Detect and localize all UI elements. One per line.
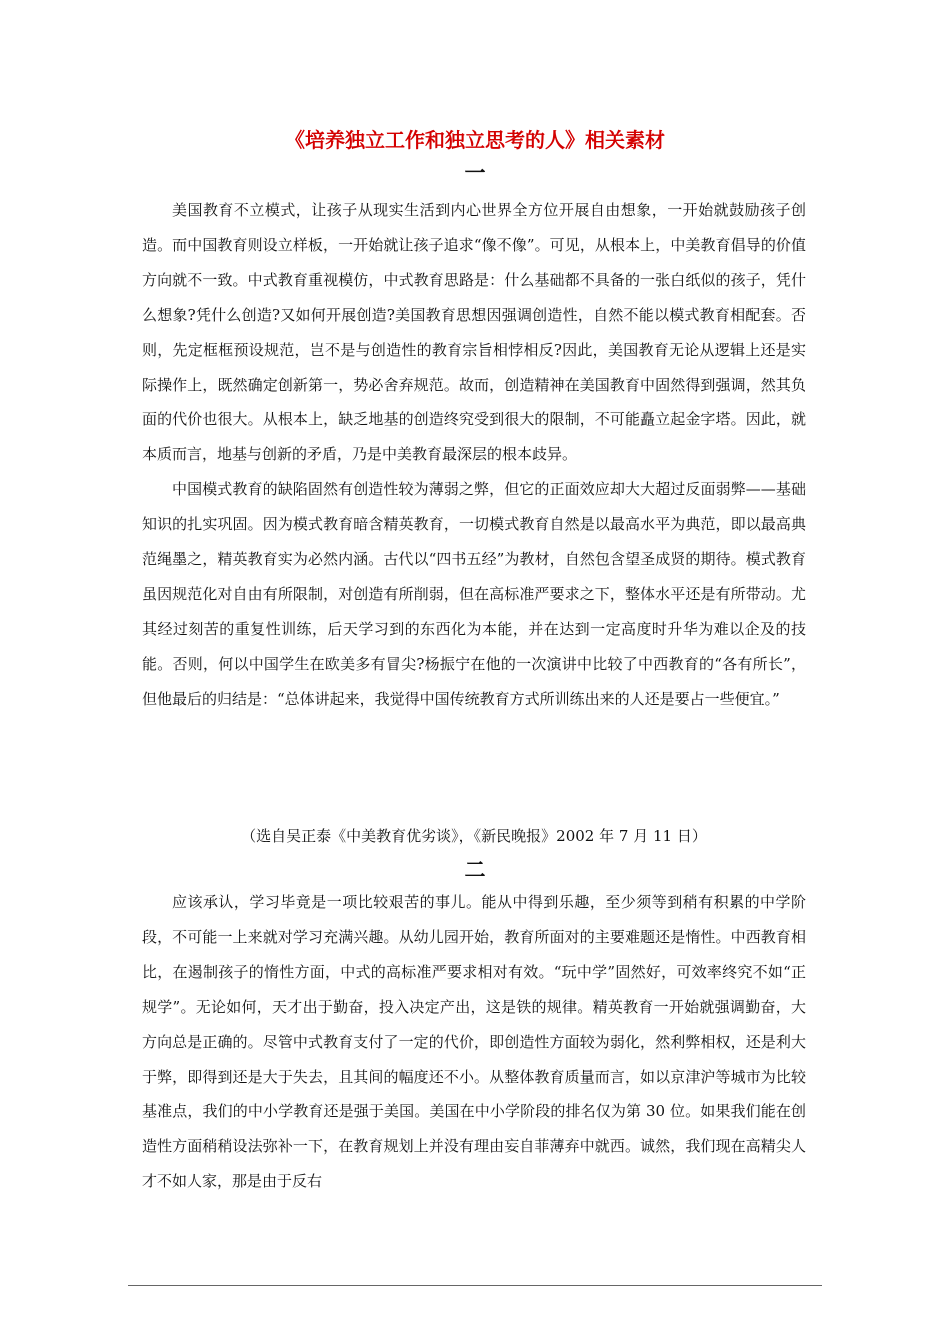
section-one-source-citation: （选自吴正泰《中美教育优劣谈》，《新民晚报》2002 年 7 月 11 日）	[241, 827, 707, 845]
document-title: 《培养独立工作和独立思考的人》相关素材	[285, 128, 665, 152]
footer-divider	[128, 1285, 822, 1286]
section-one-paragraph-1: 美国教育不立模式，让孩子从现实生活到内心世界全方位开展自由想象，一开始就鼓励孩子创造。而中国教育则设立样板，一开始就让孩子追求“像不像”。可见，从根本上，中美教育倡导的价值方向就不一致。中式教育重视模仿，中式教育思路是：什么基础都不具备的一张白纸似的孩子，凭什么想象?凭什么创造?又如何开展创造?美国教育思想因强调创造性，自然不能以模式教育相配套。否则，先定框框预设规范，岂不是与创造性的教育宗旨相悖相反?因此，美国教育无论从逻辑上还是实际操作上，既然确定创新第一，势必舍弃规范。故而，创造精神在美国教育中固然得到强调，然其负面的代价也很大。从根本上，缺乏地基的创造终究受到很大的限制，不可能矗立起金字塔。因此，就本质而言，地基与创新的矛盾，乃是中美教育最深层的根本歧异。	[142, 201, 806, 464]
section-one-body	[142, 193, 806, 717]
section-two-body	[142, 885, 806, 1199]
section-two-paragraph-1: 应该承认，学习毕竟是一项比较艰苦的事儿。能从中得到乐趣，至少须等到稍有积累的中学阶段，不可能一上来就对学习充满兴趣。从幼儿园开始，教育所面对的主要难题还是惰性。中西教育相比，在遏制孩子的惰性方面，中式的高标准严要求相对有效。“玩中学”固然好，可效率终究不如“正规学”。无论如何，天才出于勤奋，投入决定产出，这是铁的规律。精英教育一开始就强调勤奋，大方向总是正确的。尽管中式教育支付了一定的代价，即创造性方面较为弱化，然利弊相权，还是利大于弊，即得到还是大于失去，且其间的幅度还不小。从整体教育质量而言，如以京津沪等城市为比较基准点，我们的中小学教育还是强于美国。美国在中小学阶段的排名仅为第 30 位。如果我们能在创造性方面稍稍设法弥补一下，在教育规划上并没有理由妄自菲薄弃中就西。诚然，我们现在高精尖人才不如人家，那是由于反右	[142, 893, 806, 1191]
section-two-heading: 二	[464, 857, 486, 882]
section-one-heading: 一	[464, 160, 486, 185]
section-one-paragraph-2: 中国模式教育的缺陷固然有创造性较为薄弱之弊，但它的正面效应却大大超过反面弱弊——基础知识的扎实巩固。因为模式教育暗含精英教育，一切模式教育自然是以最高水平为典范，即以最高典范绳墨之，精英教育实为必然内涵。古代以“四书五经”为教材，自然包含望圣成贤的期待。模式教育虽因规范化对自由有所限制，对创造有所削弱，但在高标准严要求之下，整体水平还是有所带动。尤其经过刻苦的重复性训练，后天学习到的东西化为本能，并在达到一定高度时升华为难以企及的技能。否则，何以中国学生在欧美多有冒尖?杨振宁在他的一次演讲中比较了中西教育的“各有所长”，但他最后的归结是：“总体讲起来，我觉得中国传统教育方式所训练出来的人还是要占一些便宜。”	[142, 480, 806, 708]
